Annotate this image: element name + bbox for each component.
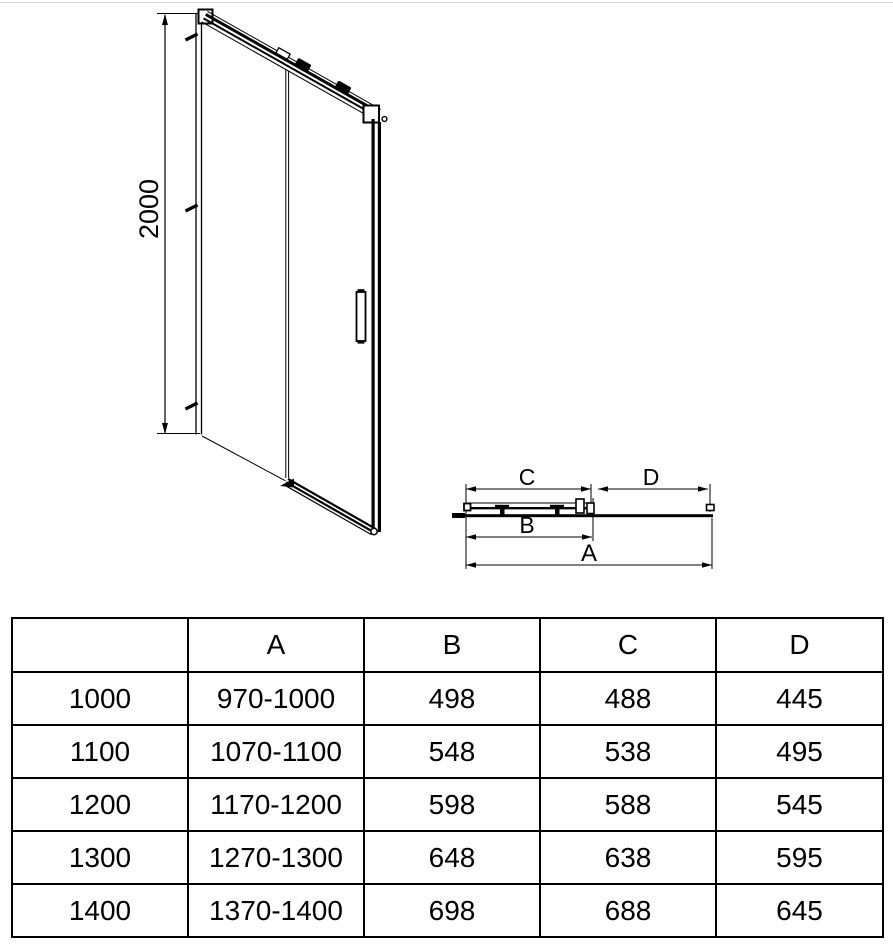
- dim-b-label: B: [519, 512, 535, 538]
- height-dimension: [134, 14, 203, 435]
- cell-size: 1400: [12, 884, 188, 937]
- front-view-drawing: [134, 7, 387, 535]
- header-cell-a: A: [188, 618, 364, 672]
- cell-d: 445: [716, 672, 883, 725]
- spec-table: [11, 617, 884, 938]
- cell-d: 495: [716, 725, 883, 778]
- plan-wall-profile-section: [587, 503, 594, 514]
- plan-view-drawing: [452, 464, 714, 569]
- header-cell-b: B: [364, 618, 540, 672]
- wall-profile: [196, 13, 202, 435]
- dim-c-label: C: [518, 464, 536, 490]
- bottom-rail-end-cap: [371, 528, 377, 534]
- cell-c: 638: [540, 831, 716, 884]
- cell-b: 598: [364, 778, 540, 831]
- cell-b: 648: [364, 831, 540, 884]
- header-row: [12, 618, 883, 672]
- cell-a: 970-1000: [188, 672, 364, 725]
- cell-a: 1070-1100: [188, 725, 364, 778]
- plan-end-bracket: [707, 505, 715, 511]
- table-row: [12, 778, 883, 831]
- cell-a: 1270-1300: [188, 831, 364, 884]
- glass-bottom-edge: [202, 436, 286, 481]
- header-cell-d: D: [716, 618, 883, 672]
- dim-c: [466, 464, 591, 492]
- top-rail: [201, 7, 383, 120]
- door-right-stile: [372, 119, 382, 532]
- rail-clamp-icon: [276, 48, 290, 60]
- cell-size: 1000: [12, 672, 188, 725]
- top-right-corner-cap: [364, 106, 380, 123]
- cell-d: 645: [716, 884, 883, 937]
- table-row: [12, 884, 883, 937]
- cell-d: 595: [716, 831, 883, 884]
- cell-c: 488: [540, 672, 716, 725]
- header-cell-c: C: [540, 618, 716, 672]
- cell-c: 688: [540, 884, 716, 937]
- cell-c: 588: [540, 778, 716, 831]
- table-row: [12, 725, 883, 778]
- dim-a: [466, 540, 712, 568]
- cell-a: 1170-1200: [188, 778, 364, 831]
- dim-a-label: A: [580, 540, 598, 567]
- door-leading-edge: [286, 69, 289, 478]
- cell-d: 545: [716, 778, 883, 831]
- bottom-rail: [284, 478, 375, 535]
- cell-c: 538: [540, 725, 716, 778]
- dim-d-label: D: [642, 464, 660, 490]
- header-cell-size: [12, 618, 188, 672]
- cell-size: 1200: [12, 778, 188, 831]
- table-row: [12, 672, 883, 725]
- arrow-up-icon: [162, 14, 168, 25]
- arrow-down-icon: [162, 423, 168, 434]
- door-handle: [357, 289, 366, 343]
- cell-size: 1300: [12, 831, 188, 884]
- cell-b: 498: [364, 672, 540, 725]
- table-row: [12, 831, 883, 884]
- cell-size: 1100: [12, 725, 188, 778]
- height-dimension-label: 2000: [134, 178, 164, 240]
- cell-a: 1370-1400: [188, 884, 364, 937]
- cell-b: 698: [364, 884, 540, 937]
- plan-stile-section: [576, 499, 584, 513]
- rail-end-knob-icon: [382, 117, 387, 122]
- dim-d: [598, 464, 708, 492]
- cell-b: 548: [364, 725, 540, 778]
